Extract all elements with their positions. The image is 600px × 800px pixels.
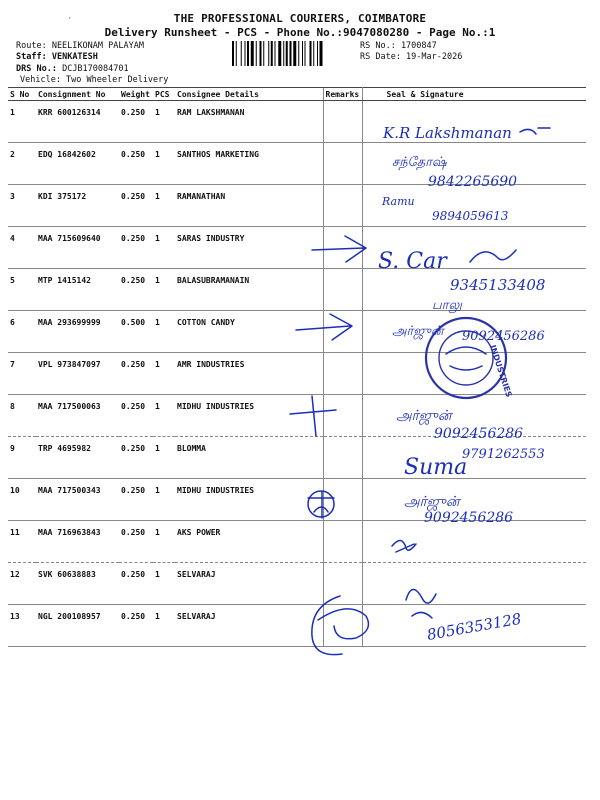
phone-row-2: 9842265690: [428, 174, 518, 190]
cell-consignment-no: MAA 716963843: [36, 521, 119, 563]
table-row: [8, 143, 586, 185]
cell-sno: 10: [8, 479, 36, 521]
cell-pcs: 1: [153, 563, 175, 605]
cell-remarks: [323, 605, 362, 647]
cell-weight: 0.250: [119, 437, 153, 479]
cell-sno: 7: [8, 353, 36, 395]
cell-consignee: MIDHU INDUSTRIES: [175, 479, 323, 521]
barcode-bar: [241, 41, 242, 66]
barcode-bar: [256, 41, 257, 66]
cell-signature: [362, 353, 586, 395]
cell-consignee: SARAS INDUSTRY: [175, 227, 323, 269]
cell-weight: 0.250: [119, 605, 153, 647]
table-row: [8, 437, 586, 479]
signature-row-6: அர்ஜுன்: [392, 324, 444, 339]
cell-remarks: [323, 521, 362, 563]
cell-remarks: [323, 395, 362, 437]
drs-value: DCJB170084701: [62, 64, 129, 74]
staff-label: Staff:: [16, 52, 47, 62]
cell-remarks: [323, 269, 362, 311]
cell-consignee: BLOMMA: [175, 437, 323, 479]
cell-remarks: [323, 143, 362, 185]
barcode-image: [232, 41, 354, 66]
signature-row-1: K.R Lakshmanan: [383, 124, 512, 142]
barcode-bar: [271, 41, 273, 66]
barcode-bar: [290, 41, 292, 66]
cell-consignee: SANTHOS MARKETING: [175, 143, 323, 185]
cell-remarks: [323, 353, 362, 395]
barcode-bar: [251, 41, 254, 66]
cell-consignee: MIDHU INDUSTRIES: [175, 395, 323, 437]
table-row: [8, 311, 586, 353]
cell-consignee: SELVARAJ: [175, 605, 323, 647]
cell-weight: 0.250: [119, 479, 153, 521]
table-row: [8, 353, 586, 395]
col-header-pcs: PCS: [153, 88, 175, 101]
cell-consignment-no: SVK 60638883: [36, 563, 119, 605]
col-header-consignment: Consignment No: [36, 88, 119, 101]
cell-remarks: [323, 227, 362, 269]
runsheet-table: [8, 87, 586, 647]
cell-weight: 0.250: [119, 185, 153, 227]
cell-consignee: BALASUBRAMANAIN: [175, 269, 323, 311]
cell-consignee: RAM LAKSHMANAN: [175, 101, 323, 143]
cell-consignment-no: MAA 717500343: [36, 479, 119, 521]
cell-signature: [362, 395, 586, 437]
table-row: [8, 269, 586, 311]
signature-row-8: அர்ஜுன்: [396, 408, 452, 424]
cell-signature: [362, 185, 586, 227]
cell-signature: [362, 437, 586, 479]
barcode-bar: [313, 41, 314, 66]
cell-sno: 3: [8, 185, 36, 227]
phone-row-8: 9092456286: [434, 426, 524, 442]
cell-sno: 9: [8, 437, 36, 479]
barcode-bar: [305, 41, 306, 66]
rs-date: RS Date: 19-Mar-2026: [360, 52, 463, 62]
phone-row-9: 9791262553: [462, 447, 545, 462]
table-row: [8, 479, 586, 521]
cell-weight: 0.250: [119, 563, 153, 605]
cell-remarks: [323, 101, 362, 143]
cell-consignee: SELVARAJ: [175, 563, 323, 605]
cell-consignment-no: NGL 200108957: [36, 605, 119, 647]
cell-pcs: 1: [153, 311, 175, 353]
cell-signature: [362, 311, 586, 353]
phone-row-3: 9894059613: [432, 209, 509, 223]
cell-pcs: 1: [153, 185, 175, 227]
stamp-text: INDUSTRIES: [488, 343, 514, 399]
barcode-bar: [317, 41, 318, 66]
barcode-bar: [232, 41, 234, 66]
col-header-signature: Seal & Signature: [362, 88, 586, 101]
cell-pcs: 1: [153, 269, 175, 311]
cell-signature: [362, 521, 586, 563]
cell-weight: 0.250: [119, 101, 153, 143]
staff-value: VENKATESH: [51, 52, 98, 62]
cell-consignment-no: MAA 717500063: [36, 395, 119, 437]
table-row: [8, 563, 586, 605]
cell-consignment-no: KDI 375172: [36, 185, 119, 227]
cell-pcs: 1: [153, 227, 175, 269]
cell-consignment-no: TRP 4695982: [36, 437, 119, 479]
phone-row-10: 9092456286: [424, 510, 514, 526]
cell-pcs: 1: [153, 395, 175, 437]
cell-weight: 0.250: [119, 227, 153, 269]
table-row: [8, 227, 586, 269]
cell-sno: 1: [8, 101, 36, 143]
name-row-5: பாலு: [432, 298, 462, 313]
cell-consignment-no: MAA 715609640: [36, 227, 119, 269]
cell-remarks: [323, 311, 362, 353]
cell-sno: 6: [8, 311, 36, 353]
cell-remarks: [323, 437, 362, 479]
cell-consignee: AMR INDUSTRIES: [175, 353, 323, 395]
cell-weight: 0.250: [119, 521, 153, 563]
barcode-bar: [263, 41, 264, 66]
cell-sno: 12: [8, 563, 36, 605]
barcode-bar: [268, 41, 269, 66]
cell-consignee: RAMANATHAN: [175, 185, 323, 227]
barcode-bar: [310, 41, 312, 66]
cell-pcs: 1: [153, 353, 175, 395]
runsheet-subtitle: Delivery Runsheet - PCS - Phone No.:9047080280 - Page No.:1: [104, 26, 496, 39]
barcode-bar: [278, 41, 281, 66]
company-title: THE PROFESSIONAL COURIERS, COIMBATORE: [173, 12, 427, 25]
cell-weight: 0.250: [119, 143, 153, 185]
cell-signature: [362, 563, 586, 605]
name-row-3: Ramu: [382, 195, 415, 208]
cell-weight: 0.250: [119, 395, 153, 437]
cell-sno: 4: [8, 227, 36, 269]
barcode-bar: [247, 41, 249, 66]
col-header-remarks: Remarks: [323, 88, 362, 101]
col-header-weight: Weight: [119, 88, 153, 101]
cell-pcs: 1: [153, 143, 175, 185]
cell-consignment-no: VPL 973847097: [36, 353, 119, 395]
cell-signature: [362, 605, 586, 647]
cell-consignment-no: MAA 293699999: [36, 311, 119, 353]
cell-signature: [362, 101, 586, 143]
table-header-row: [8, 88, 586, 101]
cell-signature: [362, 479, 586, 521]
route-line: Route: NEELIKONAM PALAYAM: [16, 41, 144, 51]
phone-row-6: 9092456286: [462, 329, 545, 344]
barcode-bar: [320, 41, 323, 66]
cell-signature: [362, 143, 586, 185]
cell-remarks: [323, 479, 362, 521]
table-row: [8, 605, 586, 647]
phone-row-13: 8056353128: [425, 609, 523, 644]
cell-signature: [362, 269, 586, 311]
cell-sno: 2: [8, 143, 36, 185]
cell-consignee: COTTON CANDY: [175, 311, 323, 353]
cell-sno: 5: [8, 269, 36, 311]
cell-sno: 13: [8, 605, 36, 647]
drs-label: DRS No.:: [16, 64, 57, 74]
cell-consignee: AKS POWER: [175, 521, 323, 563]
cell-pcs: 1: [153, 479, 175, 521]
vehicle-line: Vehicle: Two Wheeler Delivery: [20, 75, 169, 85]
signature-row-9: Suma: [404, 455, 468, 480]
cell-weight: 0.500: [119, 311, 153, 353]
barcode-bar: [236, 41, 237, 66]
scan-speck: ·: [67, 14, 73, 24]
barcode-bar: [286, 41, 288, 66]
barcode-bar: [298, 41, 299, 66]
signature-row-4: S. Car: [378, 249, 447, 274]
barcode-bar: [245, 41, 246, 66]
rs-number: RS No.: 1700847: [360, 41, 437, 51]
barcode-bar: [275, 41, 276, 66]
cell-pcs: 1: [153, 521, 175, 563]
signature-row-10: அர்ஜுன்: [404, 494, 460, 510]
cell-sno: 8: [8, 395, 36, 437]
cell-weight: 0.250: [119, 269, 153, 311]
cell-pcs: 1: [153, 605, 175, 647]
barcode-bar: [283, 41, 284, 66]
table-row: [8, 395, 586, 437]
col-header-sno: S No: [8, 88, 36, 101]
cell-weight: 0.250: [119, 353, 153, 395]
cell-sno: 11: [8, 521, 36, 563]
phone-row-5: 9345133408: [450, 276, 546, 294]
barcode-bar: [302, 41, 303, 66]
table-row: [8, 101, 586, 143]
name-row-2: சந்தோஷ்: [392, 155, 447, 170]
barcode-bar: [293, 41, 296, 66]
col-header-consignee: Consignee Details: [175, 88, 323, 101]
cell-remarks: [323, 563, 362, 605]
barcode-bar: [260, 41, 262, 66]
cell-remarks: [323, 185, 362, 227]
table-row: [8, 185, 586, 227]
cell-pcs: 1: [153, 437, 175, 479]
cell-consignment-no: MTP 1415142: [36, 269, 119, 311]
drs-line: [16, 64, 129, 74]
staff-line: [16, 52, 98, 62]
cell-consignment-no: EDQ 16842602: [36, 143, 119, 185]
cell-signature: [362, 227, 586, 269]
table-row: [8, 521, 586, 563]
cell-consignment-no: KRR 600126314: [36, 101, 119, 143]
cell-pcs: 1: [153, 101, 175, 143]
